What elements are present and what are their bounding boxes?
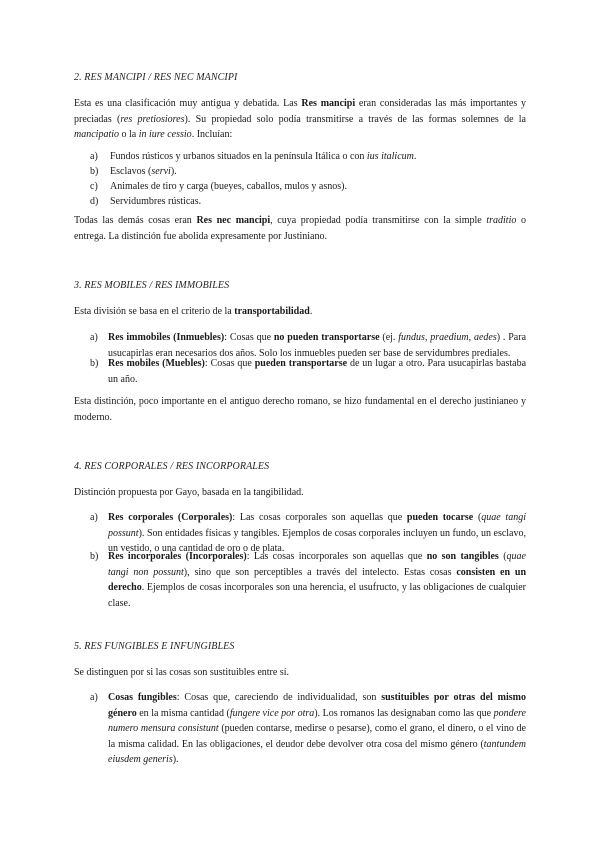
paragraph-res-corporales-intro: Distinción propuesta por Gayo, basada en la tangibilidad.	[74, 487, 304, 498]
section-heading-res-mobiles: 3. RES MOBILES / RES IMMOBILES	[74, 280, 230, 291]
paragraph-res-nec-mancipi: Todas las demás cosas eran Res nec mancipi, cuya propiedad podía transmitirse con la simple traditio o entrega. La distinción fue abolida expresamente por Justiniano.	[74, 215, 526, 242]
list-item-res-corporales: a) Res corporales (Corporales): Las cosas corporales son aquellas que pueden tocarse (quae tangi possunt). Son entidades físicas y tangibles. Ejemplos de cosas corporales incluyen un fundo, un esclavo, un vestido, o una cantidad de oro o de plata.	[90, 512, 526, 554]
paragraph-res-mobiles-end: Esta distinción, poco importante en el antiguo derecho romano, se hizo fundamental en el derecho justinianeo y moderno.	[74, 396, 526, 423]
list-item-res-mobiles: b) Res mobiles (Muebles): Cosas que pueden transportarse de un lugar a otro. Para usucapirlas bastaba un año.	[90, 358, 527, 385]
section-heading-res-fungibles: 5. RES FUNGIBLES E INFUNGIBLES	[74, 641, 235, 652]
list-item-res-immobiles: a) Res immobiles (Inmuebles): Cosas que no pueden transportarse (ej. fundus, praedium, aedes) . Para usucapirlas eran necesarios dos años. Solo los inmuebles pueden ser base de servidumbres prediales.	[90, 332, 527, 359]
list-item-cosas-fungibles: a) Cosas fungibles: Cosas que, careciendo de individualidad, son sustituibles por otras del mismo género en la misma cantidad (fungere vice por otra). Los romanos las designaban como las que pondere numero mensura consistunt (pueden contarse, medirse o pesarse), como el grano, el dinero, o el vino de la misma calidad. En las obligaciones, el deudor debe devolver otra cosa del mismo género (tantundem eiusdem generis).	[90, 692, 526, 765]
paragraph-res-fungibles-intro: Se distinguen por si las cosas son sustituibles entre sí.	[74, 667, 289, 678]
list-item: c) Animales de tiro y carga (bueyes, caballos, mulos y asnos).	[90, 181, 347, 192]
paragraph-res-mobiles-intro: Esta división se basa en el criterio de la transportabilidad.	[74, 306, 313, 317]
section-heading-res-mancipi: 2. RES MANCIPI / RES NEC MANCIPI	[74, 72, 238, 83]
list-item: a) Fundos rústicos y urbanos situados en la península Itálica o con ius italicum.	[90, 151, 417, 162]
list-item-res-incorporales: b) Res incorporales (Incorporales): Las cosas incorporales son aquellas que no son tangibles (quae tangi non possunt), sino que son perceptibles a través del intelecto. Estas cosas consisten en un derecho. Ejemplos de cosas incorporales son una herencia, el usufructo, y las obligaciones de cualquier clase.	[90, 551, 527, 609]
section-heading-res-corporales: 4. RES CORPORALES / RES INCORPORALES	[74, 461, 270, 472]
list-item: b) Esclavos (servi).	[90, 166, 177, 177]
list-item: d) Servidumbres rústicas.	[90, 196, 202, 207]
paragraph-res-mancipi-intro: Esta es una clasificación muy antigua y debatida. Las Res mancipi eran consideradas las más importantes y preciadas (res pretiosiores). Su propiedad solo podía transmitirse a través de las formas solemnes de la mancipatio o la in iure cessio. Incluían:	[74, 98, 527, 140]
